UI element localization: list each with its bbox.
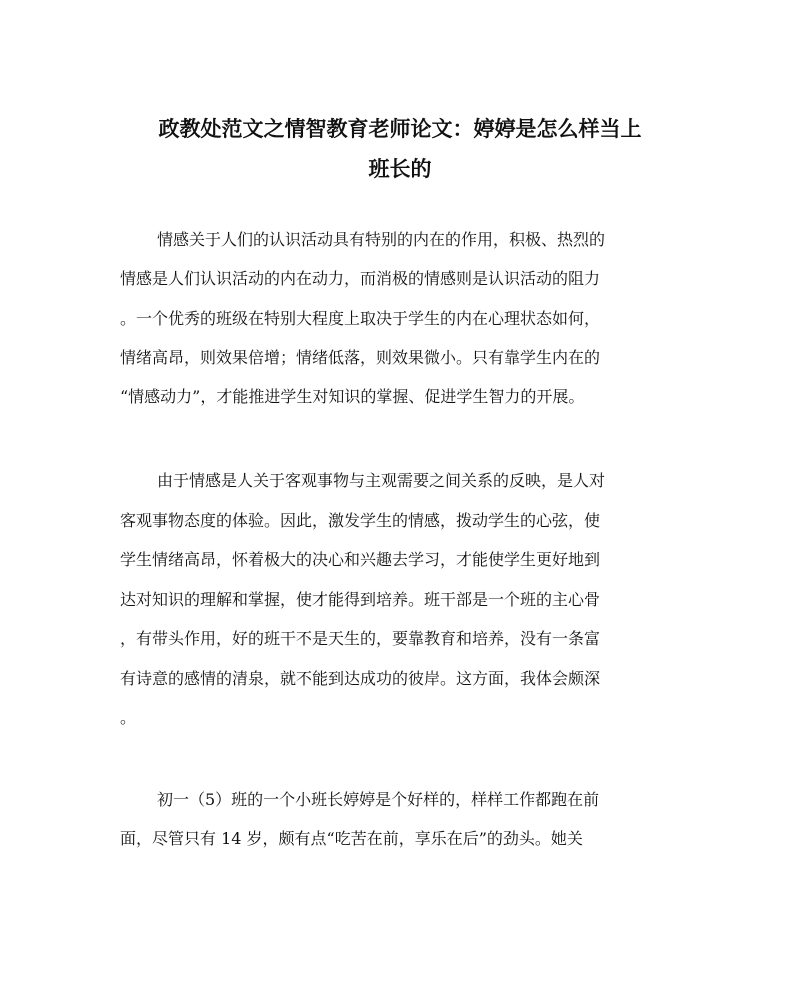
paragraph-2-line-7: 。 bbox=[120, 708, 137, 727]
paragraph-1-line-4: 情绪高昂，则效果倍增；情绪低落，则效果微小。只有靠学生内在的 bbox=[120, 348, 601, 367]
paragraph-3-line-1: 初一（5）班的一个小班长婷婷是个好样的，样样工作都跑在前 bbox=[157, 790, 600, 809]
paragraph-1-line-5: “情感动力”，才能推进学生对知识的掌握、促进学生智力的开展。 bbox=[120, 387, 585, 406]
document-title-line-1: 政教处范文之情智教育老师论文：婷婷是怎么样当上 bbox=[158, 116, 642, 141]
paragraph-1-line-1: 情感关于人们的认识活动具有特别的内在的作用，积极、热烈的 bbox=[157, 230, 606, 249]
paragraph-2-line-4: 达对知识的理解和掌握，使才能得到培养。班干部是一个班的主心骨 bbox=[120, 590, 601, 609]
paragraph-1-line-2: 情感是人们认识活动的内在动力，而消极的情感则是认识活动的阻力 bbox=[120, 269, 601, 288]
paragraph-2-line-6: 有诗意的感情的清泉，就不能到达成功的彼岸。这方面，我体会颇深 bbox=[120, 669, 601, 688]
paragraph-2-line-3: 学生情绪高昂，怀着极大的决心和兴趣去学习，才能使学生更好地到 bbox=[120, 550, 601, 569]
paragraph-2-line-5: ，有带头作用，好的班干不是天生的，要靠教育和培养，没有一条富 bbox=[120, 629, 601, 648]
document-title-line-2: 班长的 bbox=[368, 156, 432, 181]
paragraph-3-line-2: 面，尽管只有 14 岁，颇有点“吃苦在前，享乐在后”的劲头。她关 bbox=[120, 829, 583, 848]
paragraph-2-line-1: 由于情感是人关于客观事物与主观需要之间关系的反映，是人对 bbox=[157, 471, 606, 490]
paragraph-2-line-2: 客观事物态度的体验。因此，激发学生的情感，拨动学生的心弦，使 bbox=[120, 511, 601, 530]
paragraph-1-line-3: 。一个优秀的班级在特别大程度上取决于学生的内在心理状态如何， bbox=[120, 309, 601, 328]
